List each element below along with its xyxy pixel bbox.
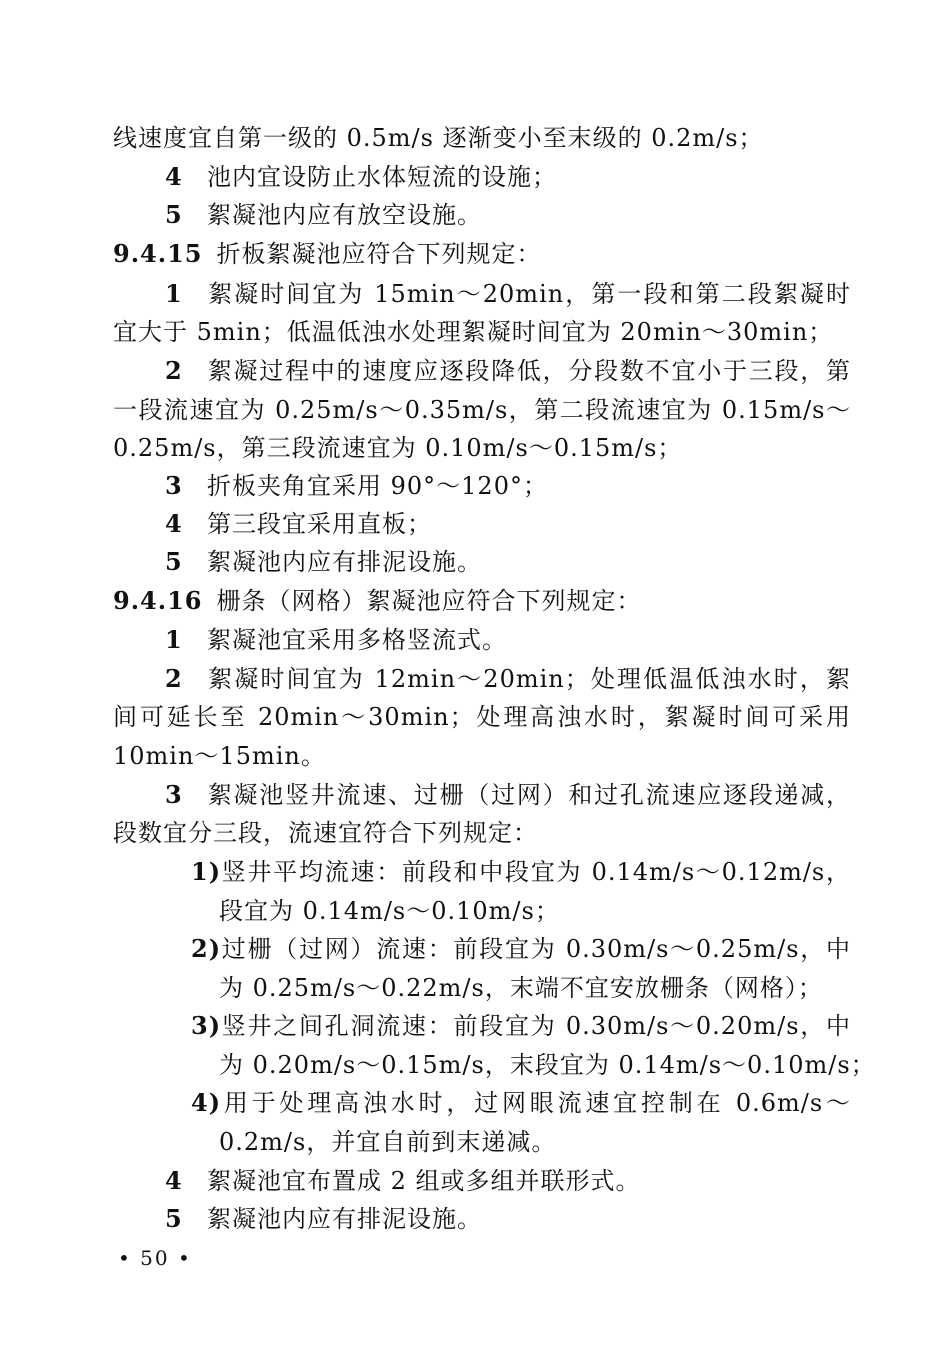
line-text: 过栅（过网）流速：前段宜为 0.30m/s～0.25m/s，中 (221, 935, 851, 963)
line-text: 折板夹角宜采用 90°～120°； (207, 472, 548, 500)
line-text: 栅条（网格）絮凝池应符合下列规定： (216, 587, 642, 615)
text-line (113, 122, 764, 154)
item-number: 3 (165, 780, 183, 809)
sub-list-item (191, 1010, 851, 1042)
line-text: 絮凝时间宜为 12min～20min；处理低温低浊水时，絮 (207, 665, 851, 693)
line-text: 宜大于 5min；低温低浊水处理絮凝时间宜为 20min～30min； (113, 318, 834, 346)
section-number: 9.4.15 (113, 239, 203, 268)
item-number: 5 (165, 547, 183, 576)
line-text: 10min～15min。 (113, 742, 326, 770)
line-text: 线速度宜自第一级的 0.5m/s 逐渐变小至末级的 0.2m/s； (113, 124, 764, 152)
list-item (165, 779, 851, 811)
text-line (219, 1049, 876, 1081)
text-line (113, 394, 851, 426)
list-item (165, 470, 548, 502)
sub-list-item (191, 1087, 851, 1119)
sub-list-item (191, 856, 851, 888)
list-item (165, 546, 482, 578)
sub-item-number: 3) (191, 1011, 222, 1040)
line-text: 絮凝池竖井流速、过栅（过网）和过孔流速应逐段递减， (207, 781, 851, 809)
line-text: 絮凝池内应有排泥设施。 (207, 548, 482, 576)
item-number: 1 (165, 625, 183, 654)
line-text: 为 0.25m/s～0.22m/s，末端不宜安放栅条（网格）； (219, 974, 823, 1002)
section-heading (113, 238, 542, 270)
list-item (165, 1165, 641, 1197)
line-text: 为 0.20m/s～0.15m/s，末段宜为 0.14m/s～0.10m/s； (219, 1051, 876, 1079)
text-line (113, 316, 833, 348)
item-number: 2 (165, 356, 183, 385)
sub-item-number: 4) (191, 1088, 222, 1117)
line-text: 段宜为 0.14m/s～0.10m/s； (219, 897, 560, 925)
item-number: 2 (165, 664, 183, 693)
line-text: 絮凝时间宜为 15min～20min，第一段和第二段絮凝时 (207, 280, 851, 308)
line-text: 段数宜分三段，流速宜符合下列规定： (113, 819, 538, 847)
section-number: 9.4.16 (113, 586, 203, 615)
list-item (165, 278, 851, 310)
page-number: • 50 • (118, 1246, 192, 1270)
item-number: 4 (165, 162, 183, 191)
line-text: 絮凝池内应有排泥设施。 (207, 1205, 482, 1233)
text-line (113, 817, 538, 849)
sub-item-number: 1) (191, 857, 222, 886)
line-text: 一段流速宜为 0.25m/s～0.35m/s，第二段流速宜为 0.15m/s～ (113, 396, 851, 424)
line-text: 第三段宜采用直板； (207, 510, 432, 538)
list-item (165, 1203, 482, 1235)
sub-item-number: 2) (191, 934, 222, 963)
item-number: 3 (165, 471, 183, 500)
line-text: 絮凝池内应有放空设施。 (207, 201, 482, 229)
item-number: 1 (165, 279, 183, 308)
list-item (165, 508, 432, 540)
line-text: 0.25m/s，第三段流速宜为 0.10m/s～0.15m/s； (113, 434, 683, 462)
text-line (219, 895, 560, 927)
line-text: 用于处理高浊水时，过网眼流速宜控制在 0.6m/s～ (221, 1089, 851, 1117)
line-text: 絮凝过程中的速度应逐段降低，分段数不宜小于三段，第 (207, 357, 851, 385)
line-text: 絮凝池宜采用多格竖流式。 (207, 626, 507, 654)
text-line (219, 1126, 556, 1158)
line-text: 絮凝池宜布置成 2 组或多组并联形式。 (207, 1167, 641, 1195)
sub-list-item (191, 933, 851, 965)
item-number: 4 (165, 1166, 183, 1195)
list-item (165, 355, 851, 387)
line-text: 间可延长至 20min～30min；处理高浊水时，絮凝时间可采用 (113, 703, 851, 731)
section-heading (113, 585, 642, 617)
line-text: 竖井之间孔洞流速：前段宜为 0.30m/s～0.20m/s，中 (221, 1012, 851, 1040)
text-line (113, 740, 326, 772)
item-number: 4 (165, 509, 183, 538)
text-line (113, 432, 682, 464)
list-item (165, 161, 557, 193)
item-number: 5 (165, 200, 183, 229)
line-text: 折板絮凝池应符合下列规定： (216, 240, 542, 268)
item-number: 5 (165, 1204, 183, 1233)
line-text: 0.2m/s，并宜自前到末递减。 (219, 1128, 557, 1156)
text-line (113, 701, 851, 733)
line-text: 竖井平均流速：前段和中段宜为 0.14m/s～0.12m/s， (221, 858, 851, 886)
text-line (219, 972, 823, 1004)
list-item (165, 624, 507, 656)
list-item (165, 663, 851, 695)
line-text: 池内宜设防止水体短流的设施； (207, 163, 557, 191)
list-item (165, 199, 482, 231)
